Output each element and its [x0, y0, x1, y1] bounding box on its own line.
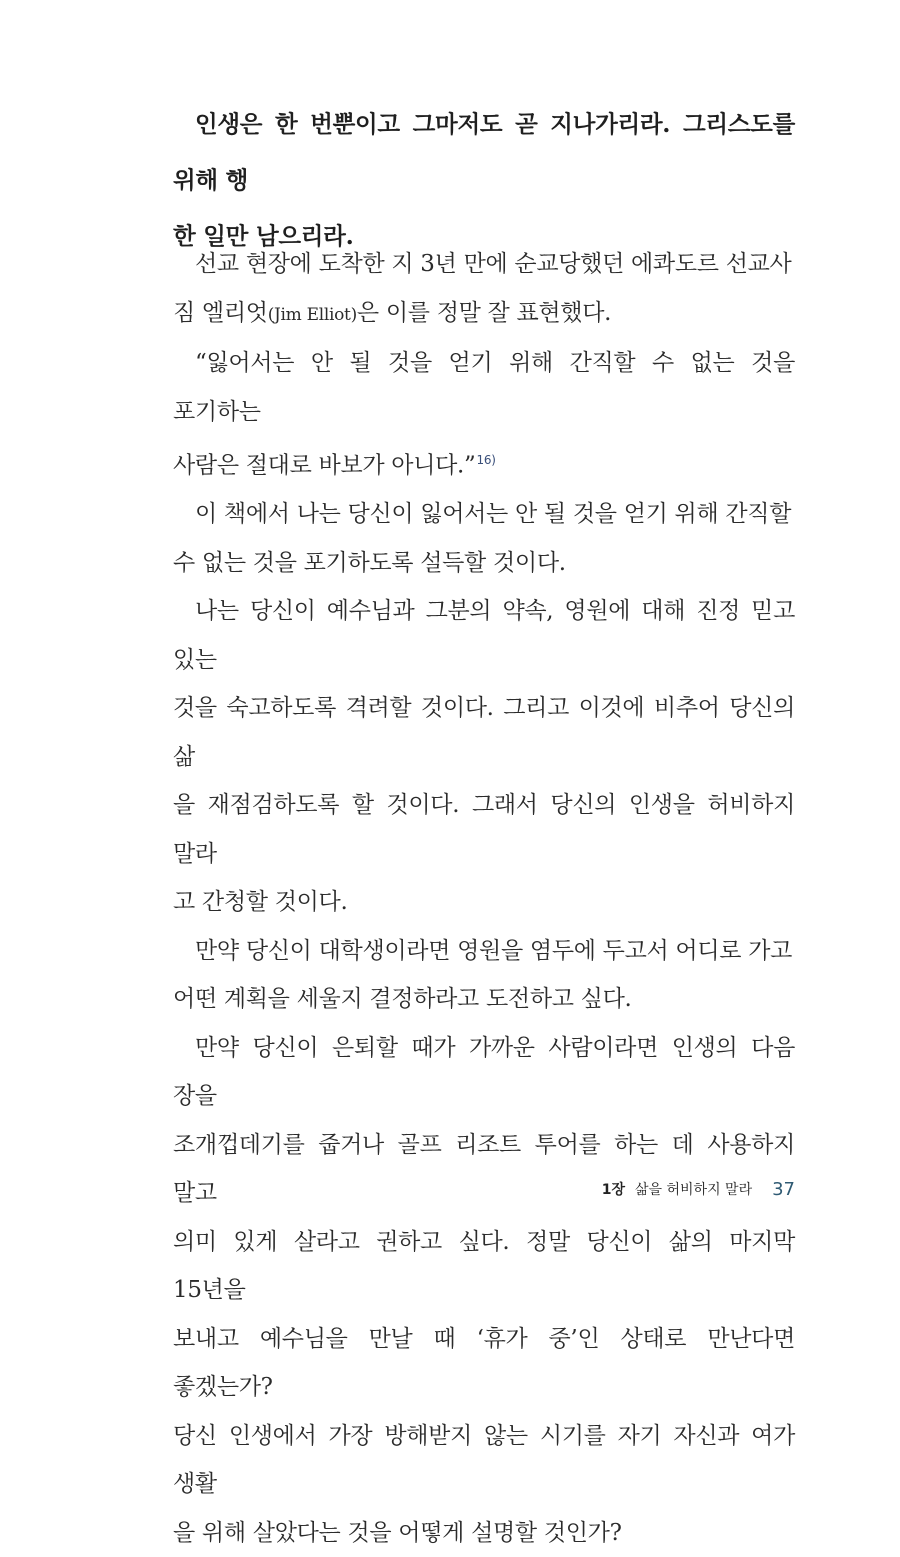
paragraph-1-text-end: 은 이를 정말 잘 표현했다. — [356, 299, 612, 326]
paragraph-5: 만약 당신이 대학생이라면 영원을 염두에 두고서 어디로 가고 어떤 계획을 세울지 결정하라고 도전하고 싶다. — [173, 937, 793, 1013]
paragraph-3: 이 책에서 나는 당신이 잃어서는 안 될 것을 얻기 위해 간직할 수 없는 것을 포기하도록 설득할 것이다. — [173, 501, 792, 576]
bold-quote-block — [173, 96, 795, 264]
latin-name: (Jim Elliot) — [267, 304, 357, 325]
paragraph-6: 만약 당신이 은퇴할 때가 가까운 사람이라면 인생의 다음 장을 조개껍데기를 줍거나 골프 리조트 투어를 하는 데 사용하지 말고 의미 있게 살라고 권하고 싶다. 정말 당신이 삶의 마지막 15년을 보내고 예수님을 만날 때 ‘휴가 중’인 상태로 만난다면 좋겠는가? 당신 인생에서 가장 방해받지 않는 시기를 자기 자신과 여가 생활 을 위해 살았다는 것을 어떻게 설명할 것인가? — [173, 1034, 795, 1546]
body-text — [173, 240, 795, 1557]
footnote-reference: 16) — [476, 453, 496, 467]
paragraph-2-text: “잃어서는 안 될 것을 얻기 위해 간직할 수 없는 것을 포기하는 사람은 절대로 바보가 아니다.” — [173, 350, 795, 479]
chapter-label: 1장 — [601, 1182, 625, 1198]
paragraph-4: 나는 당신이 예수님과 그분의 약속, 영원에 대해 진정 믿고 있는 것을 숙고하도록 격려할 것이다. 그리고 이것에 비추어 당신의 삶 을 재점검하도록 할 것이다. 그래서 당신의 인생을 허비하지 말라 고 간청할 것이다. — [173, 598, 795, 916]
chapter-title: 삶을 허비하지 말라 — [635, 1182, 753, 1198]
page-number: 37 — [772, 1178, 795, 1200]
bold-quote: 인생은 한 번뿐이고 그마저도 곧 지나가리라. 그리스도를 위해 행 한 일만 남으리라. — [173, 110, 795, 250]
page-footer — [540, 1176, 795, 1202]
paragraph-1-text: 선교 현장에 도착한 지 3년 만에 순교당했던 에콰도르 선교사 짐 엘리엇 — [173, 251, 792, 326]
paragraph-1 — [173, 240, 795, 339]
paragraph-2-quote — [173, 339, 795, 490]
